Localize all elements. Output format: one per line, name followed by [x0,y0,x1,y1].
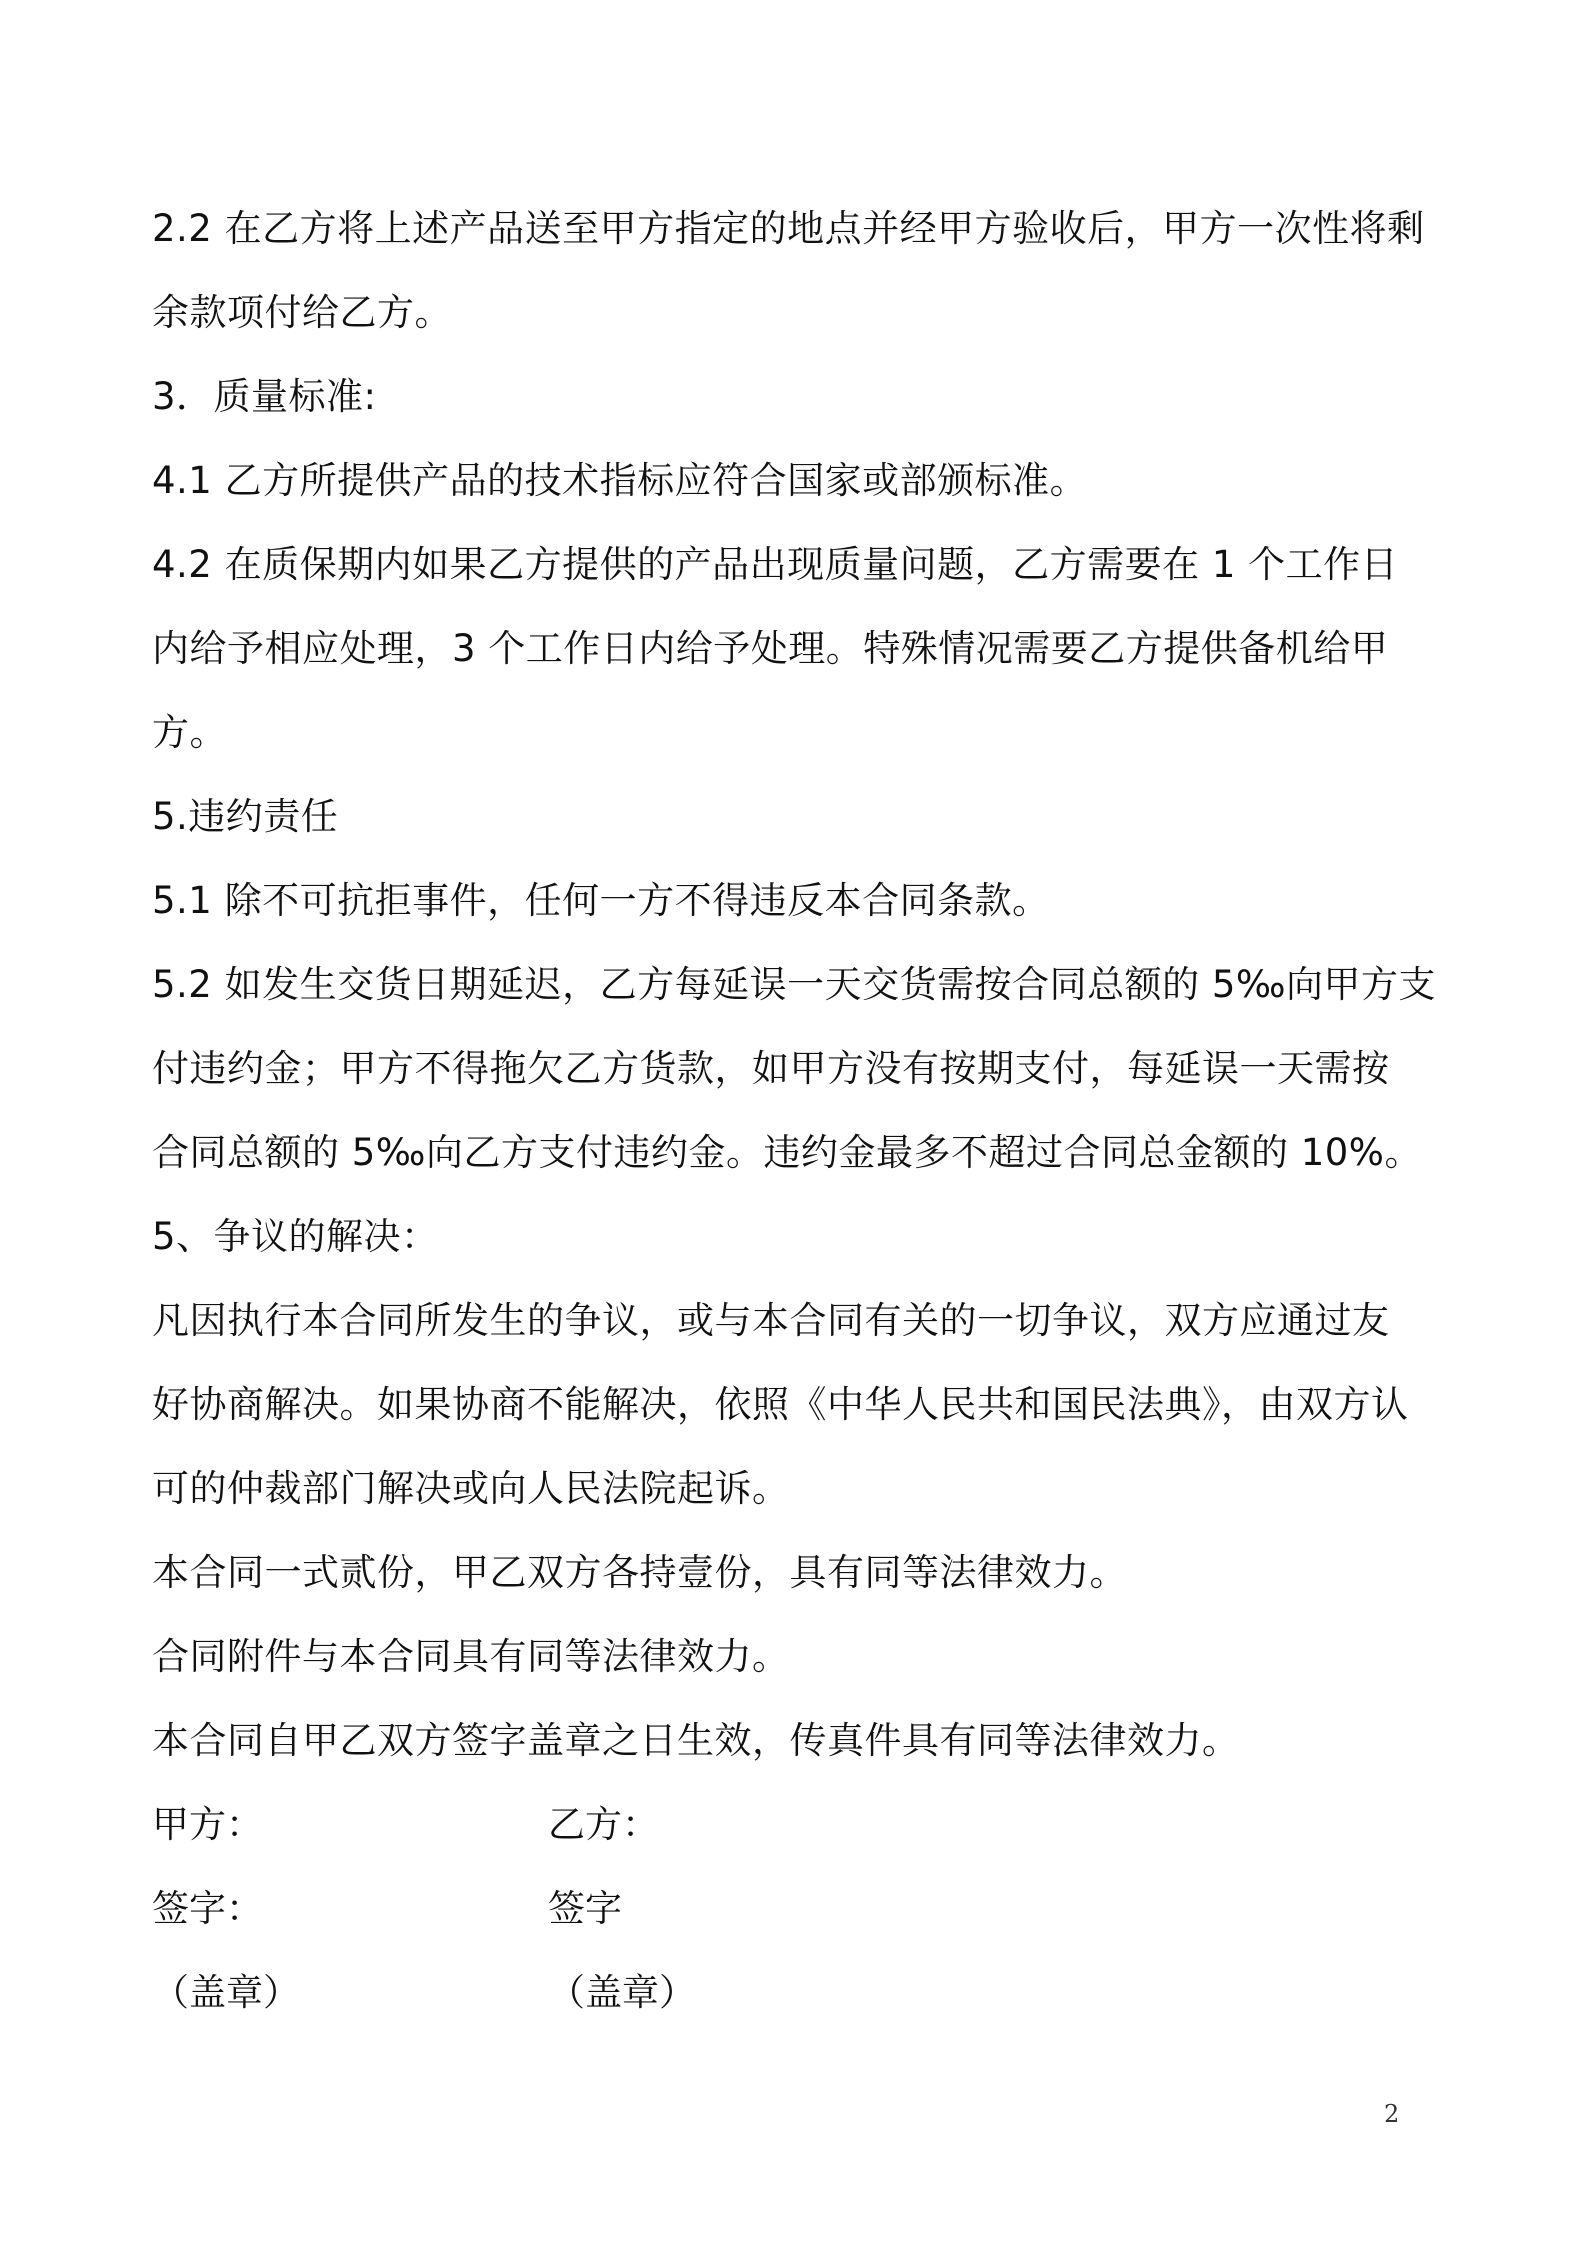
party-b-signature-label: 签字 [548,1887,622,1930]
clause-4-1: 4.1 乙方所提供产品的技术指标应符合国家或部颁标准。 [152,459,1088,502]
clause-2-2-line-1: 2.2 在乙方将上述产品送至甲方指定的地点并经甲方验收后，甲方一次性将剩 [152,207,1425,250]
section-5-breach-heading: 5.违约责任 [152,795,339,838]
clause-5-2-line-2: 付违约金；甲方不得拖欠乙方货款，如甲方没有按期支付，每延误一天需按 [152,1047,1390,1090]
attachments-clause: 合同附件与本合同具有同等法律效力。 [152,1635,790,1678]
clause-2-2-line-2: 余款项付给乙方。 [152,291,452,334]
section-5-dispute-heading: 5、争议的解决： [152,1215,439,1258]
page-number: 2 [1384,2100,1400,2128]
copies-clause: 本合同一式贰份，甲乙双方各持壹份，具有同等法律效力。 [152,1551,1127,1594]
effective-date-clause: 本合同自甲乙双方签字盖章之日生效，传真件具有同等法律效力。 [152,1719,1240,1762]
clause-5-1: 5.1 除不可抗拒事件，任何一方不得违反本合同条款。 [152,879,1050,922]
clause-4-2-line-3: 方。 [152,711,227,754]
party-a-seal-label: （盖章） [152,1971,300,2014]
party-b-seal-label: （盖章） [548,1971,696,2014]
dispute-paragraph-line-3: 可的仲裁部门解决或向人民法院起诉。 [152,1467,790,1510]
party-a-signature-label: 签字： [152,1887,263,1930]
section-3-heading: 3．质量标准: [152,375,377,418]
clause-5-2-line-3: 合同总额的 5‰向乙方支付违约金。违约金最多不超过合同总金额的 10%。 [152,1131,1422,1174]
party-b-label: 乙方： [548,1803,659,1846]
clause-4-2-line-1: 4.2 在质保期内如果乙方提供的产品出现质量问题，乙方需要在 1 个工作日 [152,543,1399,586]
party-a-label: 甲方： [152,1803,263,1846]
dispute-paragraph-line-2: 好协商解决。如果协商不能解决，依照《中华人民共和国民法典》，由双方认 [152,1383,1409,1426]
clause-4-2-line-2: 内给予相应处理，3 个工作日内给予处理。特殊情况需要乙方提供备机给甲 [152,627,1389,670]
clause-5-2-line-1: 5.2 如发生交货日期延迟，乙方每延误一天交货需按合同总额的 5‰向甲方支 [152,963,1437,1006]
dispute-paragraph-line-1: 凡因执行本合同所发生的争议，或与本合同有关的一切争议，双方应通过友 [152,1299,1390,1342]
